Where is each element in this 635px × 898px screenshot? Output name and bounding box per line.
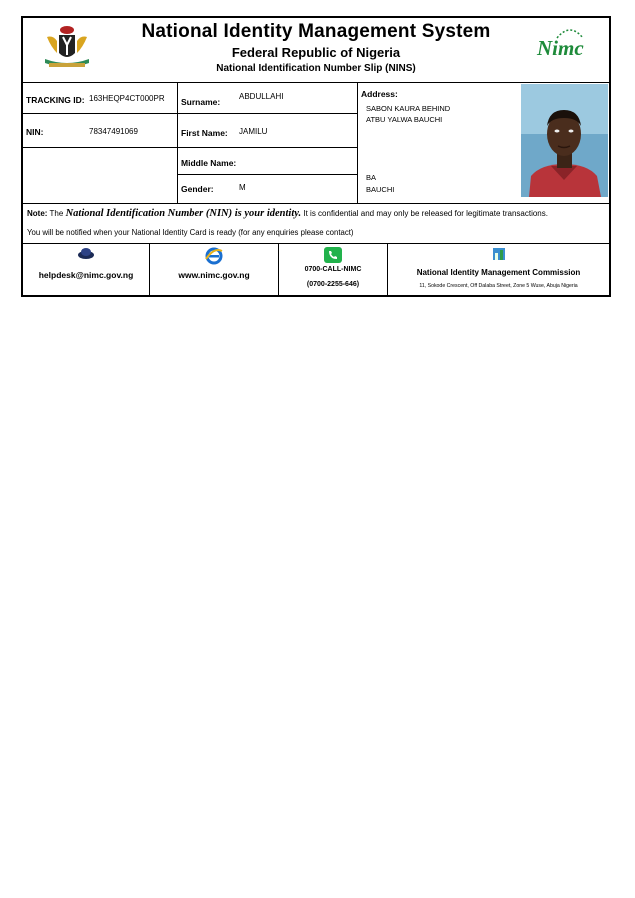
commission-name: National Identity Management Commission	[416, 268, 581, 277]
tracking-id-label: TRACKING ID:	[26, 95, 85, 105]
middle-name-label: Middle Name:	[181, 158, 237, 168]
phone-number-digits: (0700-2255-646)	[306, 281, 360, 288]
commission-address: 11, Sokode Crescent, Off Dalaba Street, Zone 5 Wuse, Abuja Nigeria	[419, 283, 578, 289]
blank-cell	[23, 148, 178, 203]
phone-cell	[279, 243, 388, 295]
middle-name-cell	[178, 148, 358, 175]
note-label: Note:	[27, 209, 48, 218]
passport-photo	[521, 84, 608, 197]
tracking-id-value: 163HEQP4CT000PR	[89, 94, 165, 103]
note-post: It is confidential and may only be released for legitimate transactions.	[303, 209, 548, 218]
gender-value: M	[239, 183, 246, 192]
address-line-4: BAUCHI	[366, 185, 395, 194]
address-line-1: SABON KAURA BEHIND	[366, 104, 451, 113]
surname-cell	[178, 82, 358, 114]
internet-explorer-icon	[205, 247, 223, 265]
address-line-3: BA	[366, 173, 377, 182]
helpdesk-icon	[77, 247, 95, 259]
gender-label: Gender:	[181, 184, 214, 194]
first-name-label: First Name:	[181, 128, 228, 138]
building-icon	[492, 247, 506, 261]
gender-cell	[178, 175, 358, 203]
address-line-2: ATBU YALWA BAUCHI	[366, 115, 443, 124]
nimc-logo	[535, 24, 595, 74]
system-title: National Identity Management System	[141, 21, 491, 42]
address-label: Address:	[361, 89, 398, 99]
website-cell	[150, 243, 279, 295]
note-emphasis: National Identification Number (NIN) is your identity.	[65, 208, 302, 219]
country-subtitle: Federal Republic of Nigeria	[231, 45, 401, 60]
first-name-cell	[178, 114, 358, 148]
note-line-2: You will be notified when your National Identity Card is ready (for any enquiries please contact)	[27, 228, 354, 237]
nimc-logo-text: Nimc	[537, 36, 584, 60]
surname-value: ABDULLAHI	[239, 92, 284, 101]
surname-label: Surname:	[181, 97, 221, 107]
address-cell	[358, 82, 518, 203]
commission-cell	[388, 243, 609, 295]
note-line-1	[27, 208, 548, 219]
note-section	[23, 203, 609, 244]
first-name-value: JAMILU	[239, 127, 268, 136]
phone-number: 0700-CALL-NIMC	[304, 266, 362, 273]
note-pre: The	[49, 209, 64, 218]
tracking-id-cell	[23, 82, 178, 114]
slip-title: National Identification Number Slip (NINS)	[216, 63, 416, 74]
phone-icon	[324, 247, 342, 263]
website-url[interactable]: www.nimc.gov.ng	[178, 270, 250, 280]
helpdesk-email[interactable]: helpdesk@nimc.gov.ng	[38, 270, 134, 280]
nin-value: 78347491069	[89, 127, 138, 136]
nin-cell	[23, 114, 178, 148]
nin-slip	[21, 16, 611, 297]
nin-label: NIN:	[26, 127, 44, 137]
slip-header	[23, 18, 609, 83]
helpdesk-cell	[23, 243, 150, 295]
